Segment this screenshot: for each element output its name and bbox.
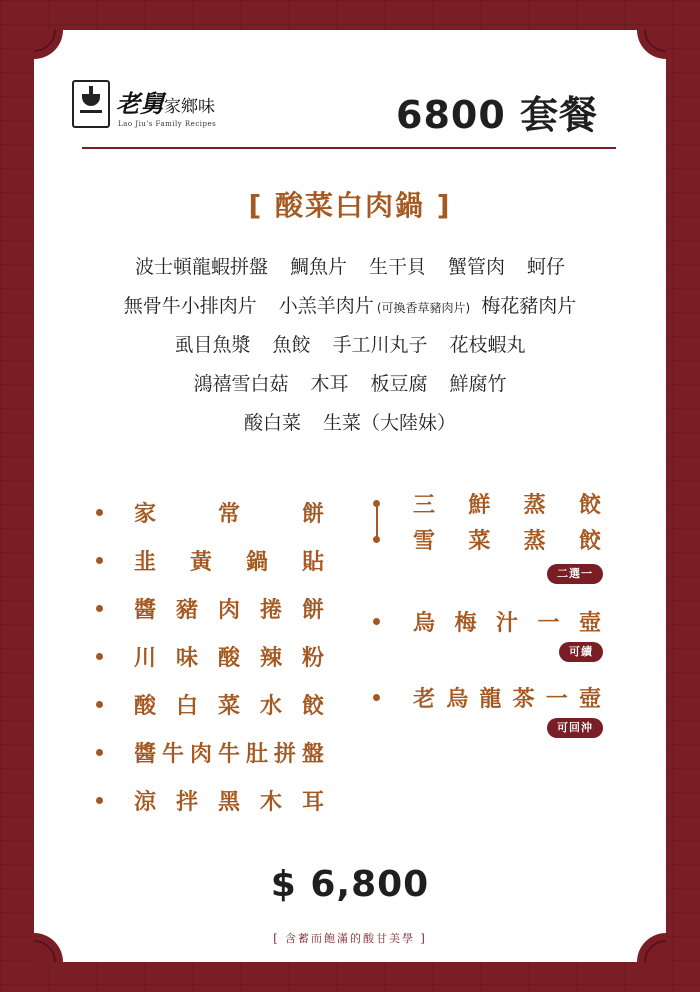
brand-name [116,84,215,119]
side-dish-label: 韭 黃 鍋 貼 [134,549,324,575]
brand-name-main: 老舅 [116,89,164,118]
side-dish-label: 涼 拌 黑 木 耳 [134,789,324,815]
bullet-icon [96,701,103,708]
ingredient-item: 木耳 [310,373,349,395]
bullet-icon [373,618,380,625]
bullet-icon [373,500,380,507]
side-dish [92,632,342,680]
ingredient-item: 酸白菜 [243,412,301,434]
section-title: [ 酸菜白肉鍋 ] [248,189,452,222]
menu-title: 6800 套餐 [396,93,598,137]
drink-item [365,606,615,642]
ingredient-note: (可換香草豬肉片) [376,301,471,315]
brand-logo [72,50,322,132]
side-dish [92,776,342,824]
ingredient-item: 生干貝 [368,256,426,278]
ingredient-row [0,330,700,357]
dumpling-choice [365,488,615,524]
side-dish-label: 醬 豬 肉 捲 餅 [134,597,324,623]
ingredient-item: 板豆腐 [370,373,428,395]
ingredient-item: 虱目魚漿 [174,334,251,356]
bullet-icon [373,536,380,543]
ingredient-item: 鯛魚片 [289,256,347,278]
hotpot-icon [72,80,110,128]
side-dish-list [92,488,342,824]
bullet-icon [373,694,380,701]
dish-label: 三 鮮 蒸 餃 [413,493,601,518]
ingredient-item: 小羔羊肉片 [278,295,374,317]
side-dish [92,584,342,632]
price: $ 6,800 [270,864,430,905]
side-dish [92,488,342,536]
bullet-icon [96,605,103,612]
rebrew-badge: 可回沖 [547,718,603,738]
divider [82,147,616,149]
side-dish-label: 酸 白 菜 水 餃 [134,693,324,719]
refill-badge: 可續 [559,642,603,662]
choice-badge: 二選一 [547,564,603,584]
drink-item [365,682,615,718]
slogan: [ 含蓄而飽滿的酸甘美學 ] [273,932,427,945]
ingredient-item: 蚵仔 [527,256,566,278]
dumpling-choice [365,524,615,560]
side-dish [92,680,342,728]
ingredient-item: 魚餃 [272,334,311,356]
corner-ornament [608,30,666,88]
dish-label: 烏 梅 汁 一 壺 [413,611,601,636]
ingredient-item: 鴻禧雪白菇 [193,373,289,395]
side-dish [92,536,342,584]
ingredient-item: 鮮腐竹 [449,373,507,395]
ingredient-item: 蟹管肉 [448,256,506,278]
ingredient-item: 花枝蝦丸 [449,334,526,356]
bullet-icon [96,749,103,756]
dish-label: 老 烏 龍 茶 一 壺 [413,687,601,712]
side-dish [92,728,342,776]
brand-tagline: Lao Jiu's Family Recipes [118,120,217,128]
ingredient-item: 手工川丸子 [332,334,428,356]
ingredient-row [0,408,700,435]
ingredient-row [0,369,700,396]
side-dish-label: 家 常 餅 [134,501,324,527]
bullet-icon [96,653,103,660]
side-dish-label: 川 味 酸 辣 粉 [134,645,324,671]
bullet-icon [96,797,103,804]
side-dish-label: 醬 牛 肉 牛 肚 拼 盤 [134,741,324,767]
dish-label: 雪 菜 蒸 餃 [413,529,601,554]
brand-name-sub: 家鄉味 [164,97,215,117]
bullet-icon [96,509,103,516]
bullet-icon [96,557,103,564]
ingredient-row [0,291,700,318]
ingredient-item: 無骨牛小排肉片 [123,295,257,317]
ingredient-item: 波士頓龍蝦拼盤 [134,256,268,278]
ingredient-row [0,252,700,279]
ingredient-item: 梅花豬肉片 [481,295,577,317]
right-dish-list [365,488,615,748]
ingredient-item: 生菜（大陸妹） [323,412,457,434]
